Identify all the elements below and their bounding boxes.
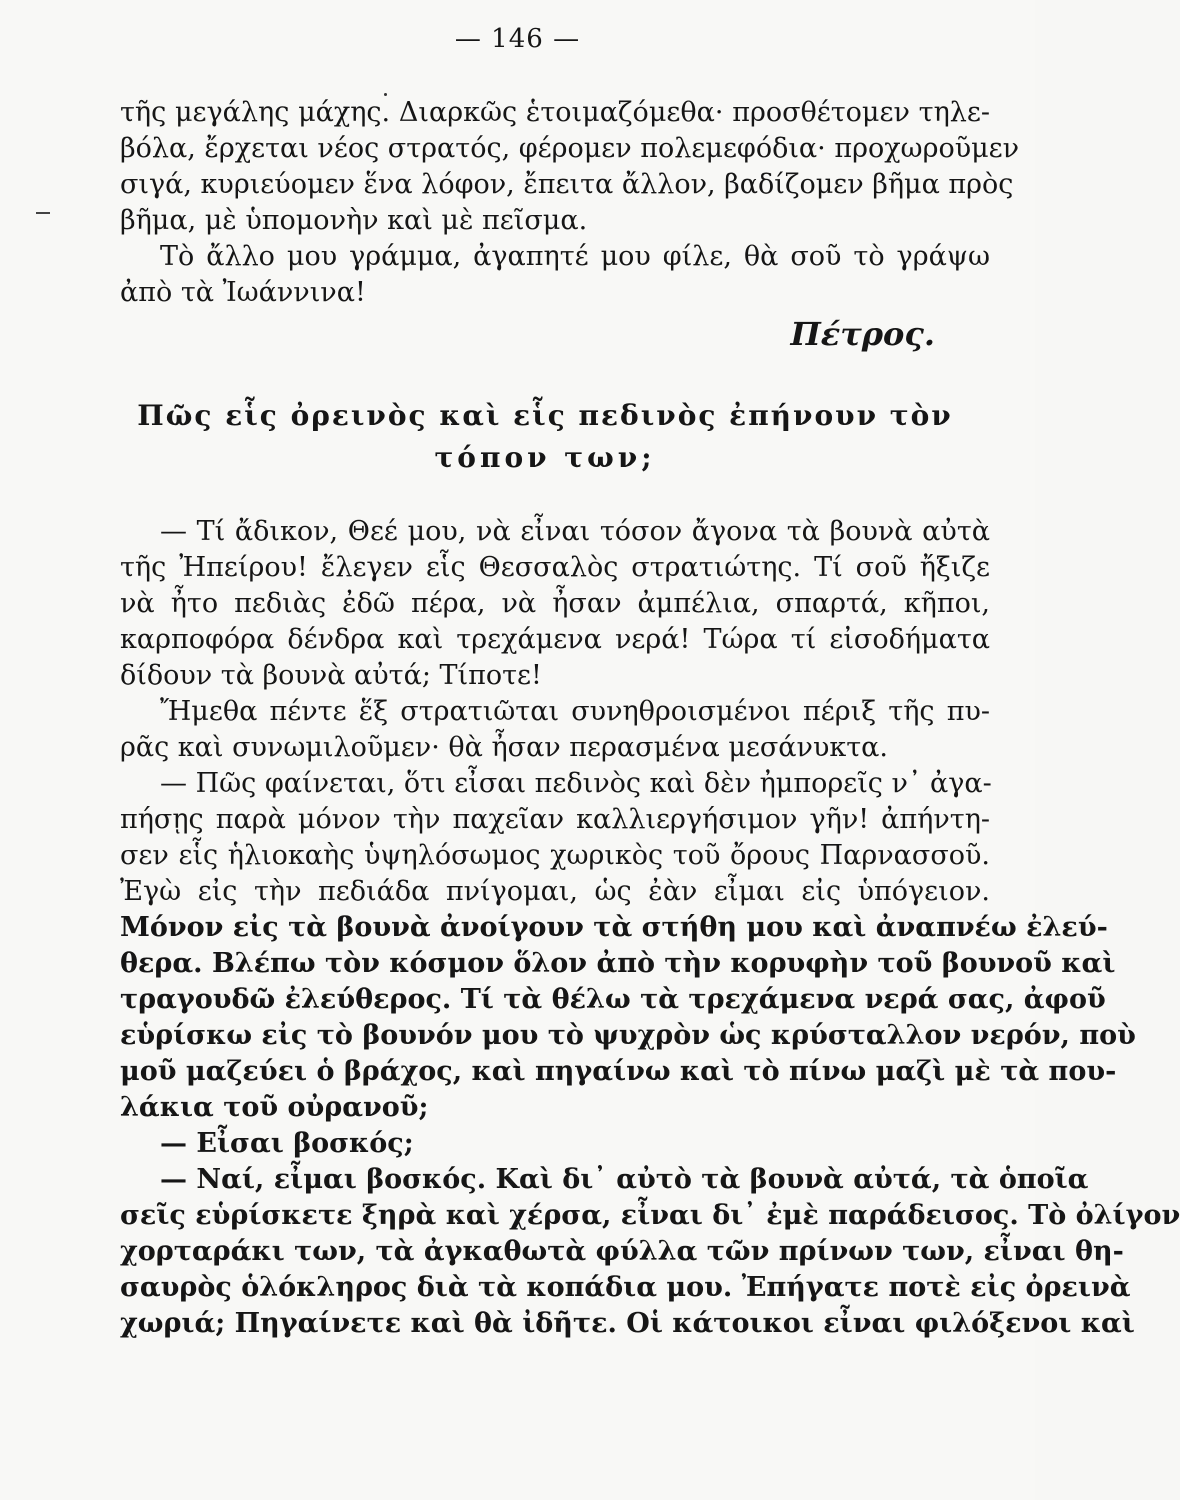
text-line: σεῖς εὑρίσκετε ξηρὰ καὶ χέρσα, εἶναι δι᾿ ἐμὲ παράδεισος. Τὸ ὀλίγον xyxy=(120,1200,1180,1231)
text-line: Ἤμεθα πέντε ἕξ στρατιῶται συνηθροισμένοι πέριξ τῆς πυ- xyxy=(160,696,990,727)
text-line: τῆς μεγάλης μάχης. Διαρκῶς ἑτοιμαζόμεθα· προσθέτομεν τηλε- xyxy=(120,97,990,128)
dialogue-paragraphs xyxy=(120,514,1180,1342)
text-line: ρᾶς καὶ συνωμιλοῦμεν· θὰ ἦσαν περασμένα μεσάνυκτα. xyxy=(120,732,888,763)
text-line: — Εἶσαι βοσκός; xyxy=(160,1128,414,1159)
heading-line: Πῶς εἷς ὀρεινὸς καὶ εἷς πεδινὸς ἐπήνουν τὸν xyxy=(137,399,953,432)
text-line: σιγά, κυριεύομεν ἕνα λόφον, ἔπειτα ἄλλον, βαδίζομεν βῆμα πρὸς xyxy=(120,169,1014,200)
text-line: νὰ ἦτο πεδιὰς ἐδῶ πέρα, νὰ ἦσαν ἀμπέλια, σπαρτά, κῆποι, xyxy=(120,588,990,619)
text-line: τραγουδῶ ἐλεύθερος. Τί τὰ θέλω τὰ τρεχάμενα νερά σας, ἀφοῦ xyxy=(120,984,1106,1015)
signature: Πέτρος. xyxy=(790,315,935,353)
text-line: σαυρὸς ὁλόκληρος διὰ τὰ κοπάδια μου. Ἐπήγατε ποτὲ εἰς ὀρεινὰ xyxy=(120,1272,1131,1303)
text-line: θερα. Βλέπω τὸν κόσμον ὅλον ἀπὸ τὴν κορυφὴν τοῦ βουνοῦ καὶ xyxy=(120,948,1116,979)
text-line: καρποφόρα δένδρα καὶ τρεχάμενα νερά! Τώρα τί εἰσοδήματα xyxy=(120,624,990,655)
heading-line: τόπον των; xyxy=(434,441,656,474)
text-line: ἀπὸ τὰ Ἰωάννινα! xyxy=(120,277,366,308)
text-line: βῆμα, μὲ ὑπομονὴν καὶ μὲ πεῖσμα. xyxy=(120,205,588,236)
text-line: — Ναί, εἶμαι βοσκός. Καὶ δι᾿ αὐτὸ τὰ βουνὰ αὐτά, τὰ ὁποῖα xyxy=(160,1164,1089,1195)
text-line: — Πῶς φαίνεται, ὅτι εἶσαι πεδινὸς καὶ δὲν ἠμπορεῖς ν᾿ ἀγα- xyxy=(160,768,992,799)
margin-mark xyxy=(36,212,50,214)
text-line: τῆς Ἠπείρου! ἔλεγεν εἷς Θεσσαλὸς στρατιώτης. Τί σοῦ ἤξιζε xyxy=(120,552,990,583)
text-line: σεν εἷς ἡλιοκαὴς ὑψηλόσωμος χωρικὸς τοῦ ὄρους Παρνασσοῦ. xyxy=(120,840,990,871)
text-line: Τὸ ἄλλο μου γράμμα, ἀγαπητέ μου φίλε, θὰ σοῦ τὸ γράψω xyxy=(160,241,990,272)
intro-paragraphs xyxy=(120,95,1020,311)
text-line: χωριά; Πηγαίνετε καὶ θὰ ἰδῆτε. Οἱ κάτοικοι εἶναι φιλόξενοι καὶ xyxy=(120,1308,1135,1339)
text-line: λάκια τοῦ οὐρανοῦ; xyxy=(120,1092,429,1123)
text-line: μοῦ μαζεύει ὁ βράχος, καὶ πηγαίνω καὶ τὸ πίνω μαζὶ μὲ τὰ που- xyxy=(120,1056,1117,1087)
text-line: δίδουν τὰ βουνὰ αὐτά; Τίποτε! xyxy=(120,660,542,691)
text-line: πήσῃς παρὰ μόνον τὴν παχεῖαν καλλιεργήσιμον γῆν! ἀπήντη- xyxy=(120,804,990,835)
text-line: Ἐγὼ εἰς τὴν πεδιάδα πνίγομαι, ὡς ἐὰν εἶμαι εἰς ὑπόγειον. xyxy=(120,876,990,907)
text-line: βόλα, ἔρχεται νέος στρατός, φέρομεν πολεμεφόδια· προχωροῦμεν xyxy=(120,133,1020,164)
text-line: — Τί ἄδικον, Θεέ μου, νὰ εἶναι τόσον ἄγονα τὰ βουνὰ αὐτὰ xyxy=(160,516,990,547)
section-heading xyxy=(120,395,970,479)
page-number: — 146 — xyxy=(454,24,581,54)
text-line: εὑρίσκω εἰς τὸ βουνόν μου τὸ ψυχρὸν ὡς κρύσταλλον νερόν, ποὺ xyxy=(120,1020,1136,1051)
text-line: χορταράκι των, τὰ ἀγκαθωτὰ φύλλα τῶν πρίνων των, εἶναι θη- xyxy=(120,1236,1124,1267)
text-line: Μόνον εἰς τὰ βουνὰ ἀνοίγουν τὰ στήθη μου καὶ ἀναπνέω ἐλεύ- xyxy=(120,912,1108,943)
